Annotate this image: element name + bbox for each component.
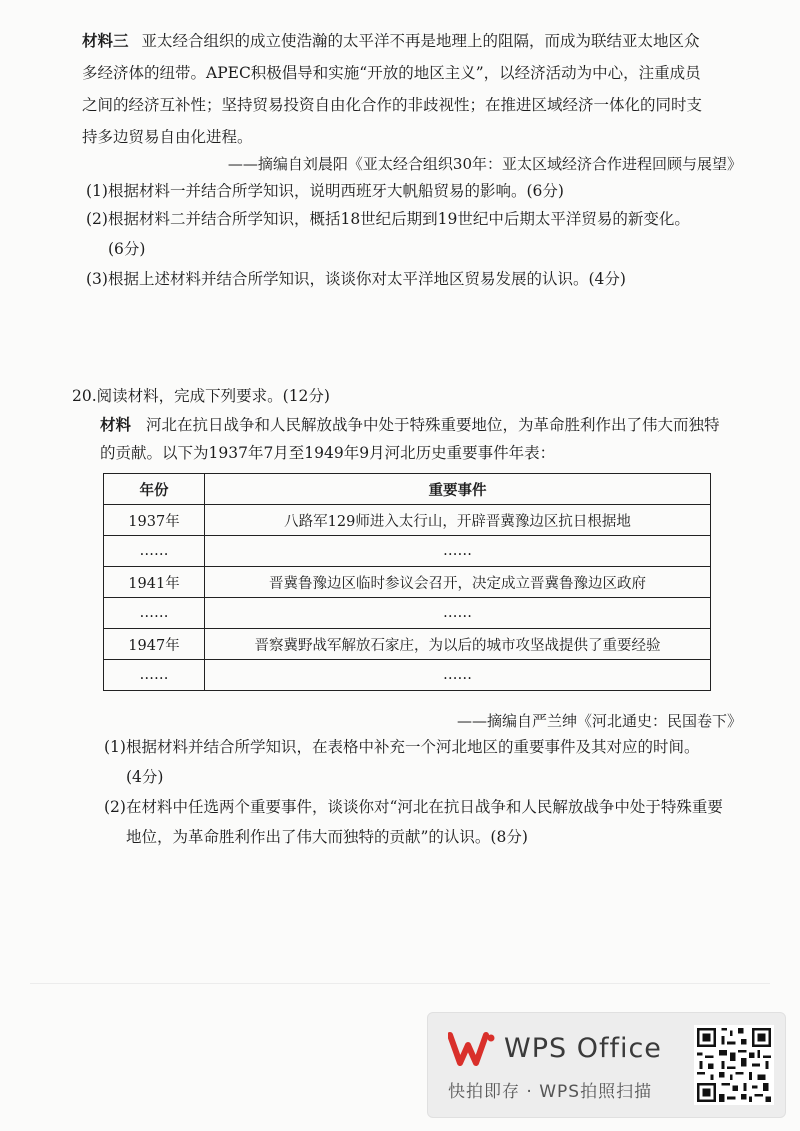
row-year: 1947年 <box>104 629 205 660</box>
table-row <box>104 660 711 691</box>
q20-material-label: 材料 <box>100 415 132 434</box>
table-row <box>104 629 711 660</box>
wps-slogan: 快拍即存 · WPS拍照扫描 <box>448 1082 653 1102</box>
row-event: …… <box>205 598 711 629</box>
row-event: …… <box>205 660 711 691</box>
row-year: 1937年 <box>104 505 205 536</box>
material3-label: 材料三 <box>82 31 129 50</box>
row-event: …… <box>205 536 711 567</box>
wps-watermark <box>427 1012 786 1118</box>
q19-sub1: (1)根据材料一并结合所学知识，说明西班牙大帆船贸易的影响。(6分) <box>86 182 564 200</box>
q19-sub2-line1: (2)根据材料二并结合所学知识，概括18世纪后期到19世纪中后期太平洋贸易的新变化。 <box>86 210 690 228</box>
q19-sub2-line2: (6分) <box>108 240 146 258</box>
q20-source: ——摘编自严兰绅《河北通史：民国卷下》 <box>456 712 742 730</box>
row-year: …… <box>104 660 205 691</box>
row-event: 八路军129师进入太行山，开辟晋冀豫边区抗日根据地 <box>205 505 711 536</box>
page-divider <box>30 983 770 984</box>
row-event: 晋察冀野战军解放石家庄，为以后的城市攻坚战提供了重要经验 <box>205 629 711 660</box>
material3-line1 <box>82 30 699 52</box>
material3-line3: 之间的经济互补性；坚持贸易投资自由化合作的非歧视性；在推进区域经济一体化的同时支 <box>82 96 703 114</box>
events-table <box>103 473 711 691</box>
wps-brand: WPS Office <box>504 1033 662 1064</box>
material3-source: ——摘编自刘晨阳《亚太经合组织30年：亚太区域经济合作进程回顾与展望》 <box>227 155 742 173</box>
qr-code-icon <box>694 1025 774 1105</box>
q20-material-line1 <box>100 414 719 436</box>
wps-w-logo-icon <box>448 1031 496 1067</box>
header-event: 重要事件 <box>205 474 711 505</box>
q20-sub1-line2: (4分) <box>126 768 164 786</box>
q20-sub2-line1: (2)在材料中任选两个重要事件，谈谈你对“河北在抗日战争和人民解放战争中处于特殊重要 <box>104 798 723 816</box>
table-row <box>104 536 711 567</box>
table-row <box>104 505 711 536</box>
q20-material-line2: 的贡献。以下为1937年7月至1949年9月河北历史重要事件年表： <box>100 444 556 462</box>
row-year: …… <box>104 536 205 567</box>
table-header-row <box>104 474 711 505</box>
row-event: 晋冀鲁豫边区临时参议会召开，决定成立晋冀鲁豫边区政府 <box>205 567 711 598</box>
table-row <box>104 598 711 629</box>
row-year: 1941年 <box>104 567 205 598</box>
q20-sub2-line2: 地位，为革命胜利作出了伟大而独特的贡献”的认识。(8分) <box>126 828 528 846</box>
material3-line4: 持多边贸易自由化进程。 <box>82 128 253 146</box>
q19-sub3: (3)根据上述材料并结合所学知识，谈谈你对太平洋地区贸易发展的认识。(4分) <box>86 270 626 288</box>
q20-sub1-line1: (1)根据材料并结合所学知识，在表格中补充一个河北地区的重要事件及其对应的时间。 <box>104 738 700 756</box>
material3-line2: 多经济体的纽带。APEC积极倡导和实施“开放的地区主义”，以经济活动为中心，注重成员 <box>82 64 701 82</box>
q20-material-text-line1: 河北在抗日战争和人民解放战争中处于特殊重要地位，为革命胜利作出了伟大而独特 <box>145 416 720 434</box>
header-year: 年份 <box>104 474 205 505</box>
table-row <box>104 567 711 598</box>
row-year: …… <box>104 598 205 629</box>
q20-heading: 20.阅读材料，完成下列要求。(12分) <box>72 387 330 405</box>
material3-text-line1: 亚太经合组织的成立使浩瀚的太平洋不再是地理上的阻隔，而成为联结亚太地区众 <box>141 32 700 50</box>
